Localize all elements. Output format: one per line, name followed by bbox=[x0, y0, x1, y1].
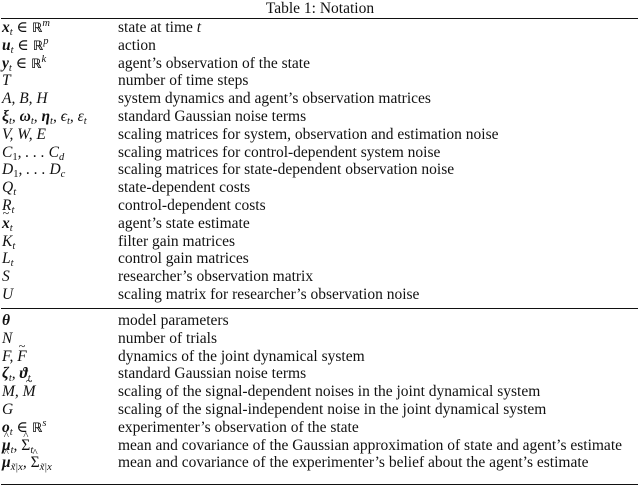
table-row bbox=[0, 197, 640, 215]
description-cell: model parameters bbox=[118, 312, 229, 329]
description-cell: system dynamics and agent’s observation matrices bbox=[118, 90, 431, 108]
table-row bbox=[0, 348, 640, 366]
description-cell: action bbox=[118, 36, 156, 54]
symbol-cell: $x_t$ ∈ ℝ$^m$ bbox=[2, 18, 50, 38]
symbol-cell: F, ~ F bbox=[2, 348, 27, 366]
symbol-cell: M, ~ M bbox=[2, 383, 36, 401]
description-cell: number of time steps bbox=[118, 72, 249, 90]
table-row bbox=[0, 108, 640, 126]
table-row bbox=[0, 126, 640, 144]
description-cell: state at time t bbox=[118, 19, 202, 36]
table-row bbox=[0, 365, 640, 383]
table-row bbox=[0, 161, 640, 179]
symbol-cell: G bbox=[2, 400, 14, 418]
table-row bbox=[0, 454, 640, 472]
symbol-cell: $R_t$ bbox=[2, 196, 15, 216]
symbol-cell: $\xi_t$, $\omega_t$, $\eta_t$, $\epsilon_t$, $\varepsilon_t$ bbox=[2, 107, 87, 127]
symbol-cell: ^ $\mu_t$, ^ $\Sigma_t$ bbox=[2, 437, 33, 455]
description-cell: number of trials bbox=[118, 329, 218, 347]
symbol-cell: S bbox=[2, 268, 10, 286]
table-row bbox=[0, 401, 640, 419]
notation-section-inference bbox=[0, 312, 640, 472]
description-cell: mean and covariance of the experimenter’s belief about the agent’s estimate bbox=[118, 454, 589, 472]
description-cell: mean and covariance of the Gaussian approximation of state and agent’s estimate bbox=[118, 436, 622, 454]
table-row bbox=[0, 383, 640, 401]
table-row bbox=[0, 330, 640, 348]
symbol-cell: N bbox=[2, 329, 13, 347]
table-row bbox=[0, 268, 640, 286]
description-cell: control-dependent costs bbox=[118, 196, 266, 214]
symbol-cell: V, W, E bbox=[2, 125, 46, 143]
description-cell: filter gain matrices bbox=[118, 232, 236, 250]
description-cell: experimenter’s observation of the state bbox=[118, 418, 359, 436]
symbol-cell: T bbox=[2, 72, 11, 90]
table-row bbox=[0, 90, 640, 108]
table-row bbox=[0, 312, 640, 330]
symbol-cell: $u_t$ ∈ ℝ$^p$ bbox=[2, 35, 49, 56]
symbol-cell: $y_t$ ∈ ℝ$^k$ bbox=[2, 53, 47, 74]
description-cell: agent’s state estimate bbox=[118, 214, 250, 232]
symbol-cell: $C_1$, . . . $C_d$ bbox=[2, 143, 65, 163]
table-row bbox=[0, 215, 640, 233]
table-row bbox=[0, 286, 640, 304]
description-cell: state-dependent costs bbox=[118, 179, 251, 197]
bottom-rule bbox=[1, 484, 638, 485]
symbol-cell: $Q_t$ bbox=[2, 179, 17, 199]
table-row bbox=[0, 179, 640, 197]
table-row bbox=[0, 72, 640, 90]
table-row bbox=[0, 55, 640, 73]
symbol-cell: $\zeta_t$, $ϑ_t$ bbox=[2, 365, 31, 385]
symbol-cell: $L_t$ bbox=[2, 250, 14, 270]
table-row bbox=[0, 19, 640, 37]
symbol-cell: θ bbox=[2, 312, 11, 329]
symbol-cell: U bbox=[2, 285, 14, 303]
description-cell: scaling of the signal-independent noise in the joint dynamical system bbox=[118, 400, 547, 418]
symbol-cell: $K_t$ bbox=[2, 232, 16, 252]
description-cell: researcher’s observation matrix bbox=[118, 268, 314, 286]
description-cell: dynamics of the joint dynamical system bbox=[118, 347, 365, 365]
description-cell: scaling of the signal-dependent noises in the joint dynamical system bbox=[118, 383, 541, 401]
symbol-cell: ^ $\mu_{x̃|x}$, ^ $\Sigma_{x̃|x}$ bbox=[2, 454, 52, 472]
description-cell: standard Gaussian noise terms bbox=[118, 107, 307, 125]
table-row bbox=[0, 144, 640, 162]
description-cell: standard Gaussian noise terms bbox=[118, 365, 307, 383]
description-cell: scaling matrices for state-dependent observation noise bbox=[118, 161, 455, 179]
description-cell: scaling matrices for control-dependent system noise bbox=[118, 143, 441, 161]
table-row bbox=[0, 37, 640, 55]
table-row bbox=[0, 233, 640, 251]
description-cell: agent’s observation of the state bbox=[118, 54, 310, 72]
symbol-cell: $D_1$, . . . $D_c$ bbox=[2, 161, 66, 181]
table-row bbox=[0, 419, 640, 437]
description-cell: scaling matrix for researcher’s observation noise bbox=[118, 285, 420, 303]
description-cell: scaling matrices for system, observation and estimation noise bbox=[118, 125, 499, 143]
symbol-cell: $o_t$ ∈ ℝ$^s$ bbox=[2, 417, 47, 438]
table-row bbox=[0, 250, 640, 268]
symbol-cell: ~ $x_t$ bbox=[2, 215, 13, 233]
table-row bbox=[0, 437, 640, 455]
symbol-cell: A, B, H bbox=[2, 90, 48, 108]
description-cell: control gain matrices bbox=[118, 250, 249, 268]
table-caption: Table 1: Notation bbox=[265, 0, 375, 17]
section-divider bbox=[1, 308, 638, 309]
notation-section-system bbox=[0, 19, 640, 304]
